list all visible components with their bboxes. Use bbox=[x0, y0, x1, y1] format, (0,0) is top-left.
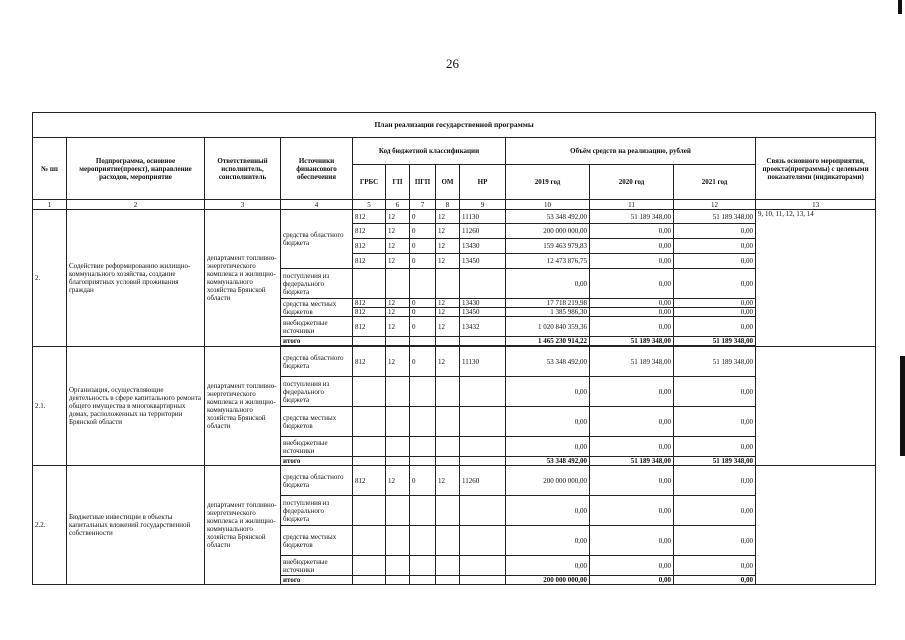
cell-gp bbox=[386, 437, 410, 457]
col-number: 6 bbox=[386, 200, 410, 210]
page-number: 26 bbox=[446, 56, 459, 71]
table-row bbox=[33, 210, 876, 224]
col-number: 9 bbox=[460, 200, 506, 210]
cell-pgp bbox=[410, 437, 436, 457]
cell-om bbox=[436, 457, 460, 466]
section-no: 2.1. bbox=[33, 347, 67, 466]
cell-grbs bbox=[353, 526, 386, 556]
header-name: Подпрограмма, основное мероприятие(проект), направление расходов, мероприятие bbox=[67, 138, 205, 200]
cell-y2019: 200 000 000,00 bbox=[506, 466, 590, 496]
cell-gp: 12 bbox=[386, 210, 410, 224]
section-link: 9, 10, 11, 12, 13, 14 bbox=[756, 210, 876, 347]
cell-pgp: 0 bbox=[410, 210, 436, 224]
cell-np: 11130 bbox=[460, 210, 506, 224]
cell-om: 12 bbox=[436, 210, 460, 224]
section-name: Бюджетные инвестиции в объекты капитальных вложений государственной собственности bbox=[67, 466, 205, 585]
cell-np bbox=[460, 496, 506, 526]
cell-om: 12 bbox=[436, 466, 460, 496]
col-number: 3 bbox=[205, 200, 281, 210]
table-title: План реализации государственной программы bbox=[33, 113, 876, 138]
cell-om: 12 bbox=[436, 254, 460, 269]
cell-y2019: 200 000 000,00 bbox=[506, 576, 590, 585]
cell-grbs: 812 bbox=[353, 317, 386, 337]
section-responsible: департамент топливно-энергетического комплекса и жилищно-коммунального хозяйства Брянской области bbox=[205, 210, 281, 347]
cell-om: 12 bbox=[436, 224, 460, 239]
source-regional: средства областного бюджета bbox=[281, 466, 353, 496]
cell-gp: 12 bbox=[386, 239, 410, 254]
cell-grbs: 812 bbox=[353, 239, 386, 254]
cell-pgp: 0 bbox=[410, 254, 436, 269]
section-responsible: департамент топливно-энергетического комплекса и жилищно-коммунального хозяйства Брянской области bbox=[205, 347, 281, 466]
cell-y2021: 0,00 bbox=[674, 407, 756, 437]
cell-np bbox=[460, 269, 506, 299]
cell-gp bbox=[386, 269, 410, 299]
cell-y2021: 0,00 bbox=[674, 317, 756, 337]
cell-y2019: 1 020 840 359,36 bbox=[506, 317, 590, 337]
source-extra: внебюджетные источники bbox=[281, 556, 353, 576]
cell-y2021: 0,00 bbox=[674, 556, 756, 576]
cell-y2019: 0,00 bbox=[506, 407, 590, 437]
cell-grbs bbox=[353, 377, 386, 407]
cell-y2021: 0,00 bbox=[674, 269, 756, 299]
source-total: итого bbox=[281, 337, 353, 346]
cell-y2019: 53 348 492,00 bbox=[506, 347, 590, 377]
cell-np bbox=[460, 377, 506, 407]
cell-grbs bbox=[353, 437, 386, 457]
cell-y2019: 0,00 bbox=[506, 377, 590, 407]
cell-np: 13430 bbox=[460, 239, 506, 254]
cell-pgp: 0 bbox=[410, 308, 436, 317]
source-federal: поступления из федерального бюджета bbox=[281, 377, 353, 407]
cell-np: 13430 bbox=[460, 299, 506, 308]
col-number: 5 bbox=[353, 200, 386, 210]
cell-grbs bbox=[353, 496, 386, 526]
cell-gp bbox=[386, 377, 410, 407]
cell-om: 12 bbox=[436, 239, 460, 254]
cell-y2019: 0,00 bbox=[506, 496, 590, 526]
header-link: Связь основного мероприятия, проекта(программы) с целевыми показателями (индикаторами) bbox=[756, 138, 876, 200]
cell-np bbox=[460, 556, 506, 576]
cell-y2019: 159 463 979,83 bbox=[506, 239, 590, 254]
cell-y2020: 0,00 bbox=[590, 556, 674, 576]
cell-gp: 12 bbox=[386, 308, 410, 317]
source-regional: средства областного бюджета bbox=[281, 210, 353, 269]
cell-y2019: 12 473 876,75 bbox=[506, 254, 590, 269]
cell-gp: 12 bbox=[386, 299, 410, 308]
cell-grbs: 812 bbox=[353, 210, 386, 224]
header-kbk-group: Код бюджетной классификации bbox=[353, 138, 506, 165]
cell-np bbox=[460, 437, 506, 457]
source-total: итого bbox=[281, 576, 353, 585]
source-total: итого bbox=[281, 457, 353, 466]
header-np: НР bbox=[460, 165, 506, 200]
cell-gp bbox=[386, 457, 410, 466]
source-local: средства местных бюджетов bbox=[281, 407, 353, 437]
header-y2019: 2019 год bbox=[506, 165, 590, 200]
cell-grbs bbox=[353, 576, 386, 585]
cell-om bbox=[436, 407, 460, 437]
cell-y2020: 51 189 348,00 bbox=[590, 347, 674, 377]
cell-y2021: 0,00 bbox=[674, 496, 756, 526]
cell-y2019: 0,00 bbox=[506, 556, 590, 576]
cell-y2021: 51 189 348,00 bbox=[674, 337, 756, 346]
cell-om: 12 bbox=[436, 317, 460, 337]
cell-grbs bbox=[353, 407, 386, 437]
cell-np: 13432 bbox=[460, 317, 506, 337]
scan-edge-mark-top bbox=[898, 0, 902, 14]
col-number: 2 bbox=[67, 200, 205, 210]
col-number: 8 bbox=[436, 200, 460, 210]
cell-np: 11260 bbox=[460, 466, 506, 496]
cell-pgp bbox=[410, 269, 436, 299]
cell-y2021: 0,00 bbox=[674, 526, 756, 556]
cell-y2020: 0,00 bbox=[590, 526, 674, 556]
cell-om bbox=[436, 496, 460, 526]
header-y2020: 2020 год bbox=[590, 165, 674, 200]
cell-y2019: 0,00 bbox=[506, 526, 590, 556]
cell-y2019: 17 718 219,98 bbox=[506, 299, 590, 308]
cell-y2021: 51 189 348,00 bbox=[674, 347, 756, 377]
cell-om bbox=[436, 556, 460, 576]
cell-y2021: 0,00 bbox=[674, 299, 756, 308]
cell-y2019: 53 348 492,00 bbox=[506, 210, 590, 224]
cell-y2019: 1 465 230 914,22 bbox=[506, 337, 590, 346]
cell-gp bbox=[386, 556, 410, 576]
section-link bbox=[756, 466, 876, 585]
cell-gp bbox=[386, 526, 410, 556]
section-responsible: департамент топливно-энергетического комплекса и жилищно-коммунального хозяйства Брянской области bbox=[205, 466, 281, 585]
cell-y2019: 53 348 492,00 bbox=[506, 457, 590, 466]
cell-om bbox=[436, 526, 460, 556]
cell-pgp: 0 bbox=[410, 224, 436, 239]
cell-om bbox=[436, 377, 460, 407]
cell-np bbox=[460, 407, 506, 437]
cell-pgp: 0 bbox=[410, 317, 436, 337]
header-y2021: 2021 год bbox=[674, 165, 756, 200]
source-extra: внебюджетные источники bbox=[281, 317, 353, 337]
cell-y2020: 0,00 bbox=[590, 269, 674, 299]
cell-grbs: 812 bbox=[353, 224, 386, 239]
cell-np bbox=[460, 457, 506, 466]
col-number: 1 bbox=[33, 200, 67, 210]
cell-gp: 12 bbox=[386, 317, 410, 337]
cell-y2020: 0,00 bbox=[590, 239, 674, 254]
cell-pgp bbox=[410, 496, 436, 526]
col-number: 7 bbox=[410, 200, 436, 210]
cell-gp: 12 bbox=[386, 224, 410, 239]
section-no: 2.2. bbox=[33, 466, 67, 585]
cell-grbs: 812 bbox=[353, 254, 386, 269]
source-local: средства местных бюджетов bbox=[281, 299, 353, 317]
cell-pgp: 0 bbox=[410, 239, 436, 254]
cell-pgp bbox=[410, 407, 436, 437]
cell-om: 12 bbox=[436, 347, 460, 377]
cell-y2020: 0,00 bbox=[590, 576, 674, 585]
cell-grbs bbox=[353, 457, 386, 466]
cell-om: 12 bbox=[436, 299, 460, 308]
cell-grbs bbox=[353, 337, 386, 346]
cell-pgp bbox=[410, 526, 436, 556]
cell-y2020: 0,00 bbox=[590, 407, 674, 437]
cell-pgp bbox=[410, 337, 436, 346]
cell-pgp bbox=[410, 556, 436, 576]
cell-np: 13450 bbox=[460, 254, 506, 269]
cell-om bbox=[436, 269, 460, 299]
cell-pgp bbox=[410, 457, 436, 466]
cell-y2019: 0,00 bbox=[506, 269, 590, 299]
cell-pgp bbox=[410, 377, 436, 407]
cell-y2020: 0,00 bbox=[590, 224, 674, 239]
column-numbers-row bbox=[33, 200, 876, 210]
col-number: 11 bbox=[590, 200, 674, 210]
program-plan-table bbox=[32, 112, 876, 585]
cell-y2020: 0,00 bbox=[590, 466, 674, 496]
cell-y2021: 51 189 348,00 bbox=[674, 210, 756, 224]
cell-y2020: 51 189 348,00 bbox=[590, 210, 674, 224]
cell-pgp: 0 bbox=[410, 299, 436, 308]
cell-y2021: 51 189 348,00 bbox=[674, 457, 756, 466]
cell-y2021: 0,00 bbox=[674, 377, 756, 407]
cell-om bbox=[436, 576, 460, 585]
col-number: 4 bbox=[281, 200, 353, 210]
cell-np bbox=[460, 337, 506, 346]
cell-y2021: 0,00 bbox=[674, 576, 756, 585]
cell-grbs bbox=[353, 556, 386, 576]
cell-gp bbox=[386, 496, 410, 526]
cell-y2021: 0,00 bbox=[674, 437, 756, 457]
cell-om bbox=[436, 337, 460, 346]
cell-y2021: 0,00 bbox=[674, 239, 756, 254]
header-amount-group: Объём средств на реализацию, рублей bbox=[506, 138, 756, 165]
header-gp: ГП bbox=[386, 165, 410, 200]
cell-gp: 12 bbox=[386, 254, 410, 269]
header-pgp: ПГП bbox=[410, 165, 436, 200]
col-number: 12 bbox=[674, 200, 756, 210]
cell-y2020: 0,00 bbox=[590, 496, 674, 526]
cell-np: 13450 bbox=[460, 308, 506, 317]
cell-y2019: 1 385 986,30 bbox=[506, 308, 590, 317]
cell-pgp: 0 bbox=[410, 466, 436, 496]
cell-y2020: 0,00 bbox=[590, 308, 674, 317]
cell-y2021: 0,00 bbox=[674, 224, 756, 239]
table-row bbox=[33, 347, 876, 377]
cell-grbs: 812 bbox=[353, 308, 386, 317]
cell-y2020: 0,00 bbox=[590, 317, 674, 337]
cell-y2020: 51 189 348,00 bbox=[590, 337, 674, 346]
cell-grbs: 812 bbox=[353, 299, 386, 308]
section-name: Содействие реформированию жилищно-коммунального хозяйства, создание благоприятных условий проживания граждан bbox=[67, 210, 205, 347]
cell-y2020: 0,00 bbox=[590, 437, 674, 457]
cell-np: 11260 bbox=[460, 224, 506, 239]
source-extra: внебюджетные источники bbox=[281, 437, 353, 457]
header-source: Источники финансового обеспечения bbox=[281, 138, 353, 200]
header-om: ОМ bbox=[436, 165, 460, 200]
source-federal: поступления из федерального бюджета bbox=[281, 496, 353, 526]
header-no: № пп bbox=[33, 138, 67, 200]
cell-y2019: 200 000 000,00 bbox=[506, 224, 590, 239]
cell-grbs bbox=[353, 269, 386, 299]
cell-gp bbox=[386, 576, 410, 585]
source-local: средства местных бюджетов bbox=[281, 526, 353, 556]
table-row bbox=[33, 466, 876, 496]
cell-y2021: 0,00 bbox=[674, 466, 756, 496]
cell-np bbox=[460, 576, 506, 585]
cell-gp bbox=[386, 407, 410, 437]
cell-om: 12 bbox=[436, 308, 460, 317]
cell-grbs: 812 bbox=[353, 347, 386, 377]
cell-np bbox=[460, 526, 506, 556]
source-federal: поступления из федерального бюджета bbox=[281, 269, 353, 299]
header-grbs: ГРБС bbox=[353, 165, 386, 200]
section-no: 2. bbox=[33, 210, 67, 347]
cell-y2020: 51 189 348,00 bbox=[590, 457, 674, 466]
cell-y2019: 0,00 bbox=[506, 437, 590, 457]
cell-gp: 12 bbox=[386, 466, 410, 496]
section-name: Организация, осуществляющие деятельность в сфере капитального ремонта общего имущества в многоквартирных домах, расположенных на территории Брянской области bbox=[67, 347, 205, 466]
cell-y2020: 0,00 bbox=[590, 377, 674, 407]
cell-gp bbox=[386, 337, 410, 346]
header-responsible: Ответственный исполнитель, соисполнитель bbox=[205, 138, 281, 200]
cell-grbs: 812 bbox=[353, 466, 386, 496]
cell-y2021: 0,00 bbox=[674, 254, 756, 269]
source-regional: средства областного бюджета bbox=[281, 347, 353, 377]
section-link bbox=[756, 347, 876, 466]
cell-pgp bbox=[410, 576, 436, 585]
col-number: 13 bbox=[756, 200, 876, 210]
cell-y2020: 0,00 bbox=[590, 299, 674, 308]
cell-np: 11130 bbox=[460, 347, 506, 377]
cell-pgp: 0 bbox=[410, 347, 436, 377]
cell-y2021: 0,00 bbox=[674, 308, 756, 317]
col-number: 10 bbox=[506, 200, 590, 210]
scan-edge-mark-right bbox=[900, 356, 905, 456]
cell-gp: 12 bbox=[386, 347, 410, 377]
cell-y2020: 0,00 bbox=[590, 254, 674, 269]
cell-om bbox=[436, 437, 460, 457]
